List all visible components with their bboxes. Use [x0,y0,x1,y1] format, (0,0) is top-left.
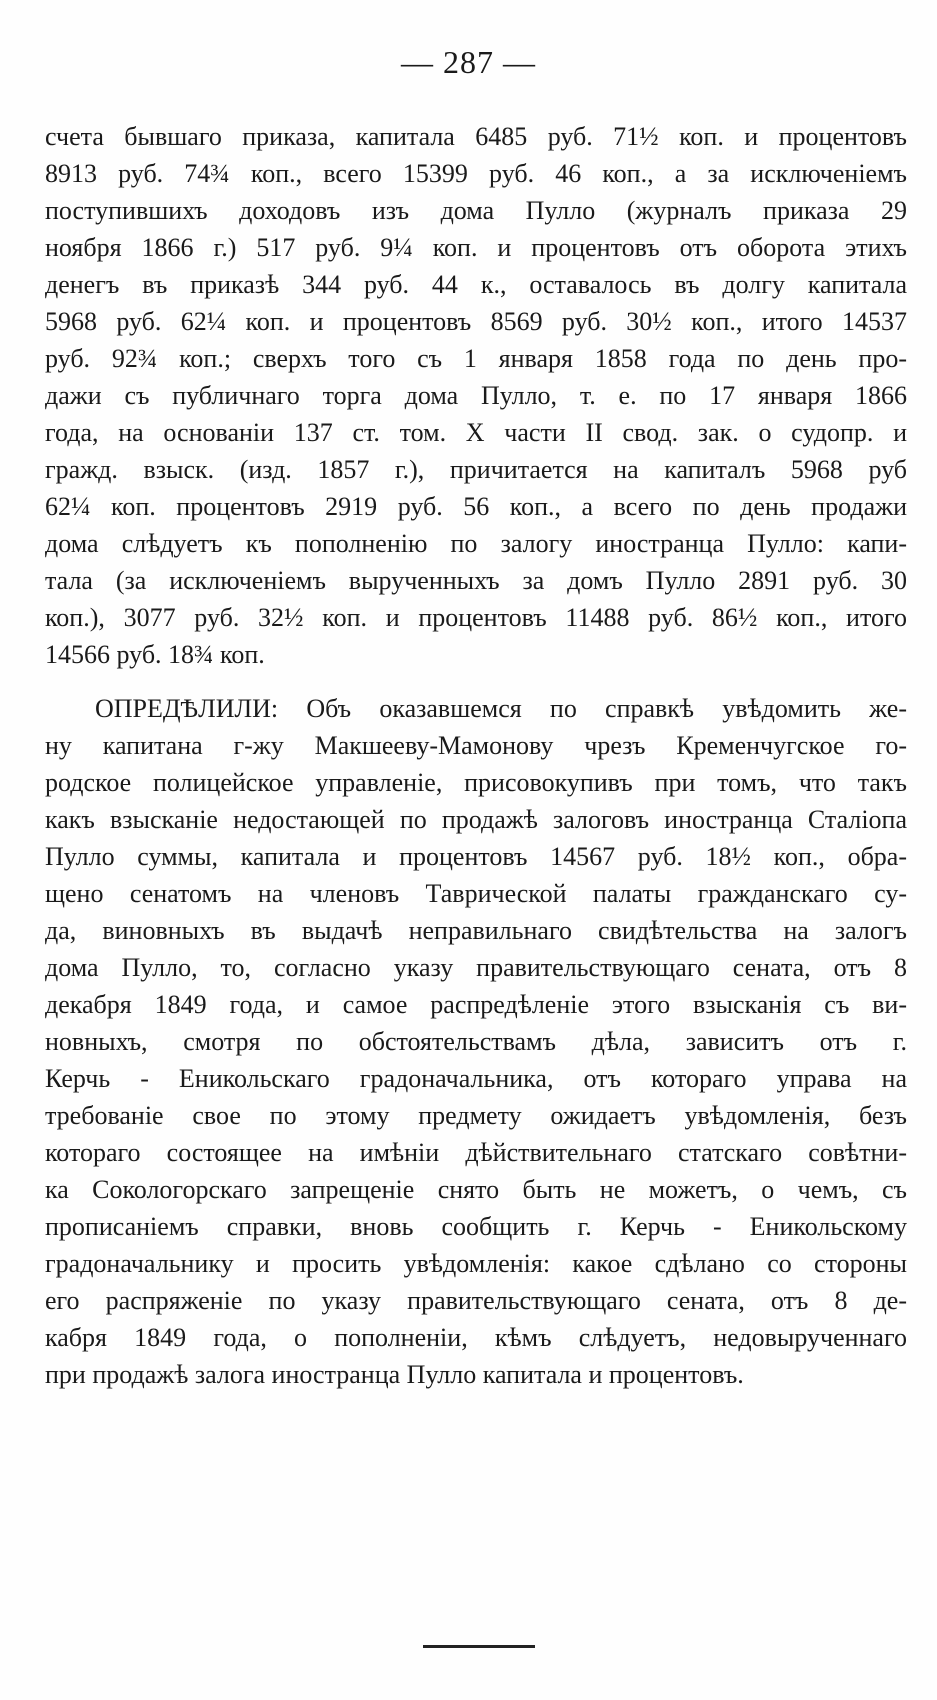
closing-rule [423,1645,535,1648]
text-line: 5968 руб. 62¼ коп. и процентовъ 8569 руб. 30½ коп., итого 14537 [45,307,907,336]
text-line: ноября 1866 г.) 517 руб. 9¼ коп. и процентовъ отъ оборота этихъ [45,233,907,262]
text-line: гражд. взыск. (изд. 1857 г.), причитается на капиталъ 5968 руб [45,455,907,484]
paragraph-account-statement [45,118,907,673]
text-line: тала (за исключеніемъ вырученныхъ за домъ Пулло 2891 руб. 30 [45,566,907,595]
text-line: декабря 1849 года, и самое распредѣленіе этого взысканія съ ви- [45,990,907,1019]
paragraph-resolution [45,690,907,1393]
text-line: ка Сокологорскаго запрещеніе снято быть не можетъ, о чемъ, съ [45,1175,907,1204]
text-line: да, виновныхъ въ выдачѣ неправильнаго свидѣтельства на залогъ [45,916,907,945]
text-line: 8913 руб. 74¾ коп., всего 15399 руб. 46 коп., а за исключеніемъ [45,159,907,188]
text-line: щено сенатомъ на членовъ Таврической палаты гражданскаго су- [45,879,907,908]
text-line: денегъ въ приказѣ 344 руб. 44 к., оставалось въ долгу капитала [45,270,907,299]
text-line: какъ взысканіе недостающей по продажѣ залоговъ иностранца Сталіопа [45,805,907,834]
text-line: требованіе свое по этому предмету ожидаетъ увѣдомленія, безъ [45,1101,907,1130]
text-line: родское полицейское управленіе, присовокупивъ при томъ, что такъ [45,768,907,797]
text-line: Пулло суммы, капитала и процентовъ 14567 руб. 18½ коп., обра- [45,842,907,871]
text-line: 62¼ коп. процентовъ 2919 руб. 56 коп., а всего по день продажи [45,492,907,521]
text-line: дажи съ публичнаго торга дома Пулло, т. е. по 17 января 1866 [45,381,907,410]
text-line: Керчь - Еникольскаго градоначальника, отъ котораго управа на [45,1064,907,1093]
text-line: дома Пулло, то, согласно указу правительствующаго сената, отъ 8 [45,953,907,982]
page-number: — 287 — [401,44,536,80]
text-line: коп.), 3077 руб. 32½ коп. и процентовъ 11488 руб. 86½ коп., итого [45,603,907,632]
text-line: его распряженіе по указу правительствующаго сената, отъ 8 де- [45,1286,907,1315]
text-line: ну капитана г-жу Макшееву-Мамонову чрезъ Кременчугское го- [45,731,907,760]
text-line: года, на основаніи 137 ст. том. X части II свод. зак. о судопр. и [45,418,907,447]
text-line: градоначальнику и просить увѣдомленія: какое сдѣлано со стороны [45,1249,907,1278]
text-line: котораго состоящее на имѣніи дѣйствительнаго статскаго совѣтни- [45,1138,907,1167]
text-line: кабря 1849 года, о пополненіи, кѣмъ слѣдуетъ, недовырученнаго [45,1323,907,1352]
text-line: поступившихъ доходовъ изъ дома Пулло (журналъ приказа 29 [45,196,907,225]
text-line: счета бывшаго приказа, капитала 6485 руб. 71½ коп. и процентовъ [45,122,907,151]
text-line: руб. 92¾ коп.; сверхъ того съ 1 января 1858 года по день про- [45,344,907,373]
text-line: ОПРЕДѢЛИЛИ: Объ оказавшемся по справкѣ увѣдомить же- [95,694,907,723]
text-line: прописаніемъ справки, вновь сообщить г. Керчь - Еникольскому [45,1212,907,1241]
text-line: 14566 руб. 18¾ коп. [45,640,265,669]
text-line: при продажѣ залога иностранца Пулло капитала и процентовъ. [45,1360,744,1389]
text-line: дома слѣдуетъ къ пополненію по залогу иностранца Пулло: капи- [45,529,907,558]
text-line: новныхъ, смотря по обстоятельствамъ дѣла, зависитъ отъ г. [45,1027,907,1056]
